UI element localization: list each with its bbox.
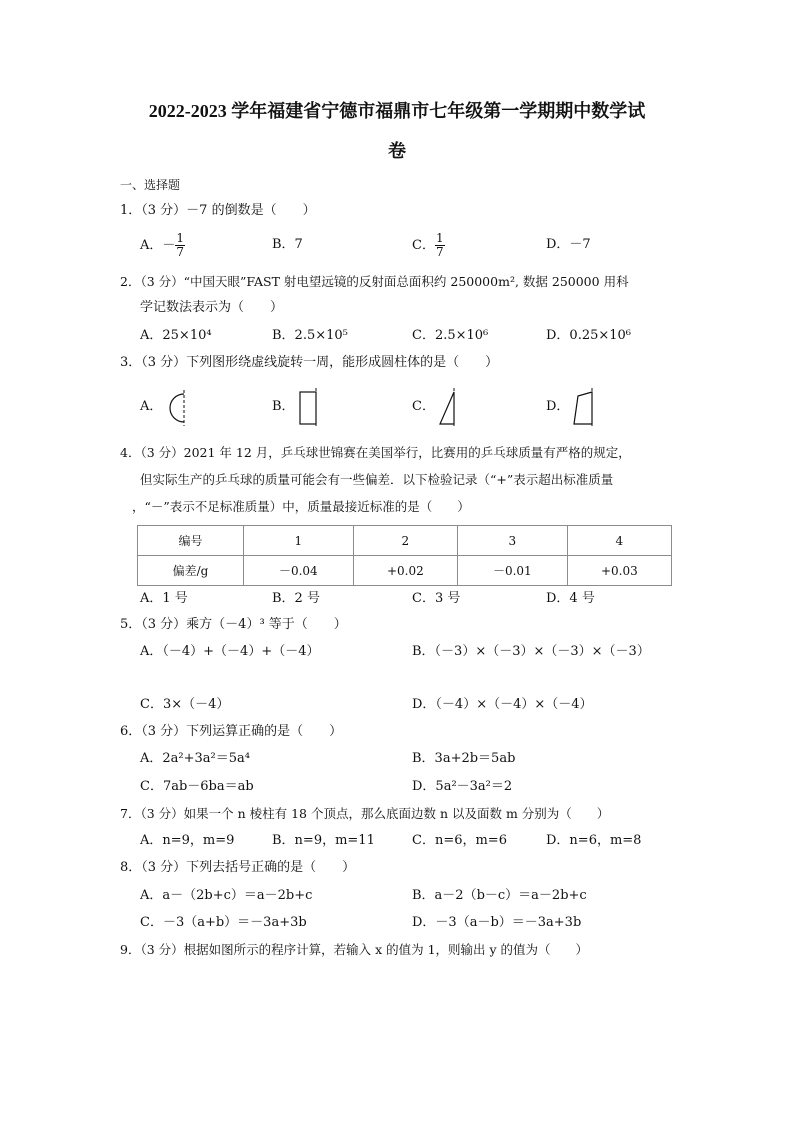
table-cell: +0.02	[353, 556, 457, 586]
q3-option-b: B．	[272, 399, 295, 414]
q3-option-a: A．	[140, 399, 163, 414]
table-cell: 2	[353, 526, 457, 556]
section-heading: 一、选择题	[120, 178, 181, 192]
q7-option-b: B．n=9，m=11	[272, 833, 375, 848]
q1-option-b: B．7	[272, 237, 303, 252]
exam-title-line2: 卷	[388, 141, 406, 161]
q4-option-c: C．3 号	[412, 591, 461, 606]
fraction-numerator: 1	[176, 231, 185, 245]
q7-option-d: D．n=6，m=8	[546, 833, 642, 848]
q2-option-a: A．25×10⁴	[140, 328, 212, 343]
q1-option-a-label: A．－	[140, 238, 176, 253]
q4-option-a: A．1 号	[140, 591, 188, 606]
q8-stem: 8．（3 分）下列去括号正确的是（ ）	[120, 860, 356, 875]
q5-stem: 5．（3 分）乘方（－4）³ 等于（ ）	[120, 617, 347, 632]
q6-option-a: A．2a²+3a²＝5a⁴	[140, 751, 250, 766]
q9-stem: 9．（3 分）根据如图所示的程序计算，若输入 x 的值为 1，则输出 y 的值为（ ）	[120, 942, 589, 957]
table-cell: －0.04	[244, 556, 354, 586]
q2-stem-line1: 2．（3 分）“中国天眼”FAST 射电望远镜的反射面总面积约 250000m², 数据 250000 用科	[120, 274, 629, 289]
q7-option-a: A．n=9，m=9	[140, 833, 235, 848]
fraction-denominator: 7	[435, 245, 444, 259]
q8-option-c: C．－3（a+b）＝－3a+3b	[140, 915, 307, 930]
table-row	[138, 556, 672, 586]
q3-figure-d-trapezoid	[570, 386, 600, 430]
q3-figure-a-semicircle	[164, 388, 194, 428]
q2-option-c: C．2.5×10⁶	[412, 328, 489, 343]
q7-stem: 7．（3 分）如果一个 n 棱柱有 18 个顶点，那么底面边数 n 以及面数 m 分别为（ ）	[120, 806, 610, 821]
q8-option-d: D．－3（a－b）＝－3a+3b	[412, 915, 582, 930]
q1-option-a-fraction	[175, 232, 185, 259]
q4-option-b: B．2 号	[272, 591, 320, 606]
q1-option-c-label: C．	[412, 238, 435, 253]
table-cell: －0.01	[457, 556, 567, 586]
q5-option-c: C．3×（－4）	[140, 697, 230, 712]
q8-option-a: A．a－（2b+c）＝a－2b+c	[140, 888, 313, 903]
q2-option-b: B．2.5×10⁵	[272, 328, 348, 343]
table-cell: 编号	[138, 526, 244, 556]
q4-option-d: D．4 号	[546, 591, 595, 606]
q6-stem: 6．（3 分）下列运算正确的是（ ）	[120, 724, 343, 739]
q5-option-a: A．（－4）+（－4）+（－4）	[140, 644, 320, 659]
q3-figure-b-rectangle	[296, 386, 322, 430]
table-cell: +0.03	[567, 556, 671, 586]
fraction-denominator: 7	[176, 245, 185, 259]
fraction-numerator: 1	[435, 231, 444, 245]
q4-deviation-table	[137, 525, 672, 586]
q1-option-d: D．－7	[546, 237, 591, 252]
exam-title-line1: 2022-2023 学年福建省宁德市福鼎市七年级第一学期期中数学试	[148, 101, 646, 121]
q7-option-c: C．n=6，m=6	[412, 833, 507, 848]
q1-option-c-fraction	[435, 232, 445, 259]
q5-option-b: B．（－3）×（－3）×（－3）×（－3）	[412, 644, 650, 659]
q1-stem: 1．（3 分）－7 的倒数是（ ）	[120, 203, 316, 218]
q6-option-d: D．5a²－3a²＝2	[412, 779, 513, 794]
q3-figure-c-triangle	[436, 386, 462, 430]
q1-option-c	[412, 232, 445, 259]
q4-stem-line3: ，“－”表示不足标准质量）中，质量最接近标准的是（ ）	[132, 499, 470, 514]
table-cell: 4	[567, 526, 671, 556]
q6-option-b: B．3a+2b＝5ab	[412, 751, 516, 766]
q8-option-b: B．a－2（b－c）＝a－2b+c	[412, 888, 587, 903]
table-cell: 偏差/g	[138, 556, 244, 586]
q4-stem-line1: 4．（3 分）2021 年 12 月，乒乓球世锦赛在美国举行，比赛用的乒乓球质量有严格的规定，	[120, 445, 631, 460]
q4-stem-line2: 但实际生产的乒乓球的质量可能会有一些偏差．以下检验记录（“+”表示超出标准质量	[140, 472, 614, 487]
q2-option-d: D．0.25×10⁶	[546, 328, 632, 343]
q1-option-a	[140, 232, 185, 259]
table-cell: 3	[457, 526, 567, 556]
q6-option-c: C．7ab－6ba＝ab	[140, 779, 254, 794]
q3-option-d: D．	[546, 399, 570, 414]
q5-option-d: D．（－4）×（－4）×（－4）	[412, 697, 593, 712]
q2-stem-line2: 学记数法表示为（ ）	[140, 300, 284, 315]
table-cell: 1	[244, 526, 354, 556]
q3-option-c: C．	[412, 399, 435, 414]
table-row	[138, 526, 672, 556]
q3-stem: 3．（3 分）下列图形绕虚线旋转一周，能形成圆柱体的是（ ）	[120, 355, 499, 370]
